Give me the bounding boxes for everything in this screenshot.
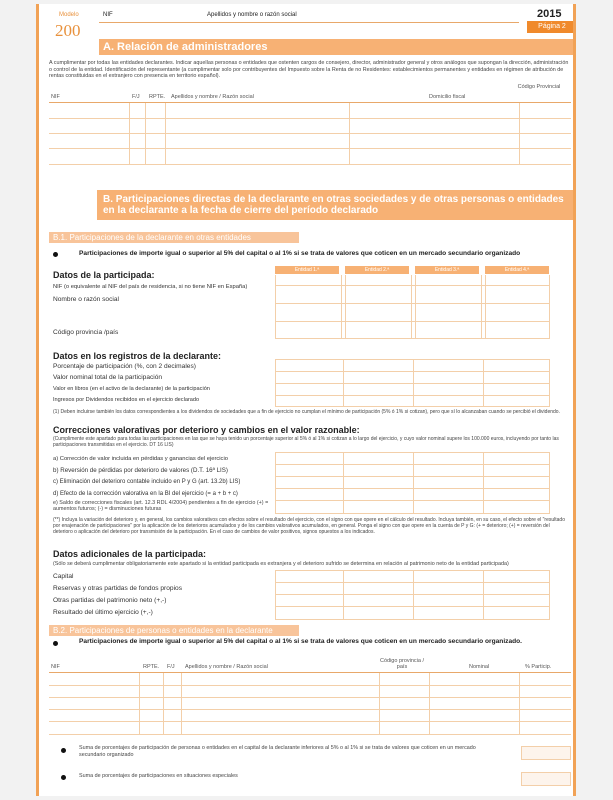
page-badge: Página 2 [527, 21, 576, 33]
datos-participada-title: Datos de la participada: [53, 270, 155, 280]
sum-especiales-input[interactable] [521, 772, 571, 786]
corr-item-e: e) Saldo de correcciones fiscales (art. 12.3 RDL 4/2004) pendientes a fin de ejercicio (+) = aumentos futuros; (-) = disminuciones futuras [53, 500, 269, 512]
col-domicilio: Domicilio fiscal [429, 94, 466, 100]
adic-resultado: Resultado del último ejercicio (+,-) [53, 609, 153, 616]
b2-bullet-text: Participaciones de importe igual o superior al 5% del capital o al 1% si se trata de valores que coticen en un mercado secundario organizado. [79, 638, 523, 645]
bullet-icon [61, 748, 66, 753]
datos-nif-label: NIF (o equivalente al NIF del país de residencia, si no tiene NIF en España) [53, 284, 248, 290]
corr-item-c: c) Eliminación del deterioro contable incluido en P y G (art. 13.2b) LIS) [53, 479, 241, 485]
form-page [36, 4, 576, 796]
registros-title: Datos en los registros de la declarante: [53, 351, 222, 361]
b1-bullet-text: Participaciones de importe igual o superior al 5% del capital o al 1% si se trata de valores que coticen en un mercado secundario organizado [79, 250, 521, 257]
sum-inferiores-label: Suma de porcentajes de participación de personas o entidades en el capital de la declarante inferiores al 5% o al 1% si se trata de valores que coticen en un mercado secundario organizado [79, 745, 476, 758]
entity-1-header: Entidad 1.ª [275, 266, 339, 274]
bullet-icon [53, 641, 58, 646]
correcciones-title: Correcciones valorativas por deterioro y cambios en el valor razonable: [53, 425, 360, 435]
corr-item-d: d) Efecto de la corrección valorativa en la BI del ejercicio (= a + b + c) [53, 491, 238, 497]
registros-note: (1) Deben incluirse también los datos correspondientes a los dividendos de sociedades que a fin de ejercicio no cumplan el mínimo de participación (5% ó 1% si cotizan), pero que sí lo alcanzaban cuando se percibió el dividendo. [53, 409, 560, 415]
b2-title: B.2. Participaciones de personas o entidades en la declarante [49, 625, 299, 636]
datos-nombre-label: Nombre o razón social [53, 296, 119, 303]
reg-item-2: Valor nominal total de la participación [53, 374, 163, 381]
adicionales-title: Datos adicionales de la participada: [53, 549, 207, 559]
administrators-table[interactable] [49, 102, 571, 165]
adic-otras: Otras partidas del patrimonio neto (+,-) [53, 597, 167, 604]
form-year: 2015 [537, 8, 562, 20]
reg-item-4: Ingresos por Dividendos recibidos en el ejercicio declarado [53, 397, 200, 403]
b2-col-codigo: Código provincia / país [379, 658, 425, 670]
col-name: Apellidos y nombre / Razón social [171, 94, 254, 100]
adic-reservas: Reservas y otras partidas de fondos propios [53, 585, 183, 592]
col-codigo: Código Provincial [517, 84, 561, 90]
section-b-title: B. Participaciones directas de la declarante en otras sociedades y de otras personas o entidades en la declarante a la fecha de cierre del período declarado [97, 190, 576, 220]
adicionales-intro: (Sólo se deberá cumplimentar obligatoriamente este apartado si la entidad participada es extranjera y el deterioro sufrido se determina en relación al patrimonio neto de la entidad participada) [53, 561, 509, 567]
b2-participations-table[interactable] [49, 672, 571, 735]
b2-col-rpte: RPTE. [143, 664, 160, 670]
entity-3-header: Entidad 3.ª [415, 266, 479, 274]
header-input-line[interactable] [99, 22, 519, 23]
registros-grid[interactable] [275, 359, 549, 407]
name-header-label: Apellidos y nombre o razón social [207, 12, 297, 18]
correcciones-grid[interactable] [275, 452, 549, 514]
b1-title: B.1. Participaciones de la declarante en otras entidades [49, 232, 299, 243]
col-rpte: RPTE. [149, 94, 166, 100]
datos-provincia-label: Código provincia /país [53, 329, 119, 336]
entity-4-header: Entidad 4.ª [485, 266, 549, 274]
reg-item-3: Valor en libros (en el activo de la declarante) de la participación [53, 386, 210, 392]
modelo-number: 200 [55, 21, 81, 40]
b2-col-name: Apellidos y nombre / Razón social [185, 664, 268, 670]
correcciones-intro: (Cumplimente este apartado para todas las participaciones en las que se haya tenido un porcentaje superior al 5% ó al 1% si cotizan a lo largo del ejercicio, y cuyo valor nominal supere los 100.000 euros, incluyendo por tanto las participaciones transmitidas en el ejercicio. DT 16 LIS) [53, 436, 559, 448]
entity-2-header: Entidad 2.ª [345, 266, 409, 274]
sum-especiales-label: Suma de porcentajes de participaciones en situaciones especiales [79, 773, 238, 779]
nif-header-label: NIF [103, 12, 113, 18]
col-fj: F/J [132, 94, 140, 100]
b2-col-fj: F/J [167, 664, 175, 670]
adicionales-grid[interactable] [275, 570, 549, 620]
participada-grid[interactable] [275, 275, 549, 339]
b2-col-nif: NIF [51, 664, 60, 670]
modelo-label: Modelo [59, 12, 79, 18]
b2-col-particip: % Particip. [525, 664, 552, 670]
bullet-icon [53, 252, 58, 257]
b2-col-nominal: Nominal [469, 664, 490, 670]
corr-item-b: b) Reversión de pérdidas por deterioro de valores (D.T. 16ª LIS) [53, 467, 228, 474]
bullet-icon [61, 775, 66, 780]
sum-inferiores-input[interactable] [521, 746, 571, 760]
reg-item-1: Porcentaje de participación (%, con 2 decimales) [53, 363, 196, 370]
col-nif: NIF [51, 94, 60, 100]
section-a-intro: A cumplimentar por todas las entidades declarantes. Indicar aquellas personas o entidades que ostenten cargos de consejero, director, administrador general y otros análogos que supongan la dirección, administración o control de la entidad. Identificación del representante (a cumplimentar solo por contribuyentes del Impuesto sobre la Renta de no Residentes: establecimientos permanentes y entidades en régimen de atribución de rentas constituidas en el extranjero con presencia en territorio español). [49, 60, 569, 80]
adic-capital: Capital [53, 573, 74, 580]
section-a-title: A. Relación de administradores [99, 39, 576, 55]
corr-item-a: a) Corrección de valor incluida en pérdidas y ganancias del ejercicio [53, 456, 228, 462]
correcciones-note: (**) Incluya la variación del deterioro y, en general, los cambios valorativos con efectos sobre el resultado del ejercicio, con el signo con que opere en el cálculo del resultado. Incluya también, en su caso, el efecto sobre el "resultado por enajenación de participaciones" por la aplicación de los deterioros acumulados y de los cambios valorativos acumulados, en general. Ponga el signo con que opere en la cuenta de P y G: (+ = deterioro; (+) = reversión del deterioro o aplicación del deterioro por transmisión de la participación. En el caso de cambios de valor positivos, signos opuestos a los indicados. [53, 517, 565, 535]
